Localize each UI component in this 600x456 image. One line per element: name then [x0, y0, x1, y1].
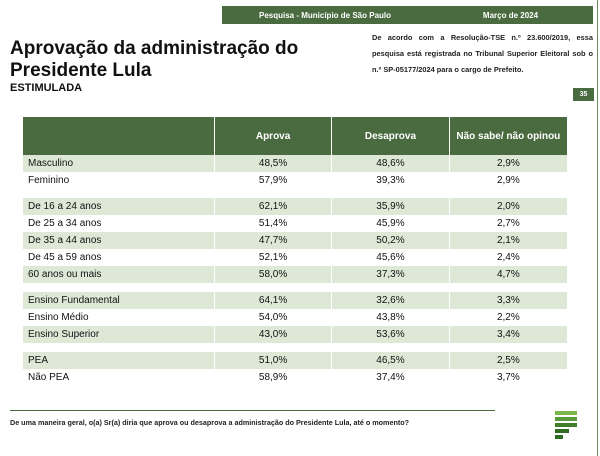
- value-cell: 4,7%: [496, 269, 520, 280]
- value-cell: 2,5%: [496, 355, 520, 366]
- page-title: Aprovação da administração do Presidente Lula: [10, 38, 299, 81]
- row-label-cell: De 25 a 34 anos: [23, 215, 214, 232]
- value-cell: 50,2%: [332, 232, 449, 249]
- group-spacer-cell: [23, 343, 567, 352]
- value-cell: 2,2%: [496, 312, 520, 323]
- group-spacer-cell: [23, 189, 567, 198]
- table-body: [23, 155, 567, 386]
- value-cell: 2,7%: [496, 218, 520, 229]
- value-cell: 47,7%: [214, 232, 331, 249]
- value-cell: 51,0%: [214, 352, 331, 369]
- value-cell: 2,9%: [496, 175, 520, 186]
- survey-date: Março de 2024: [482, 10, 539, 20]
- row-label-cell: Não PEA: [23, 369, 214, 386]
- value-cell: 43,0%: [214, 326, 331, 343]
- row-label-cell: Ensino Superior: [23, 326, 214, 343]
- legal-registration-text: De acordo com a Resolução-TSE n.º 23.600/2019, essa pesquisa está registrada no Tribunal Superior Eleitoral sob o n.º SP-05177/2024 para o cargo de Prefeito.: [372, 33, 593, 74]
- page-subtitle: ESTIMULADA: [10, 82, 83, 94]
- value-cell: 46,5%: [332, 352, 449, 369]
- value-cell: 53,6%: [332, 326, 449, 343]
- group-spacer: [23, 343, 567, 352]
- value-cell: 39,3%: [332, 172, 449, 189]
- value-cell: 45,9%: [332, 215, 449, 232]
- survey-question: De uma maneira geral, o(a) Sr(a) diria que aprova ou desaprova a administração do Presidente Lula, até o momento?: [10, 418, 410, 427]
- column-header-segment: [23, 117, 214, 155]
- value-cell: 62,1%: [214, 198, 331, 215]
- value-cell: 2,0%: [496, 201, 520, 212]
- table-row: [23, 172, 567, 189]
- table-row: [23, 155, 567, 172]
- table-row: [23, 352, 567, 369]
- value-cell: 57,9%: [214, 172, 331, 189]
- value-cell: 3,4%: [496, 329, 520, 340]
- value-cell: 37,4%: [332, 369, 449, 386]
- page-number-badge: 35: [573, 88, 594, 101]
- results-table: [23, 117, 567, 386]
- table-row: [23, 326, 567, 343]
- column-header-no-opinion: Não sabe/ não opinou: [449, 117, 567, 155]
- value-cell: 2,1%: [496, 235, 520, 246]
- group-spacer: [23, 189, 567, 198]
- value-cell: 51,4%: [214, 215, 331, 232]
- value-cell: 52,1%: [214, 249, 331, 266]
- value-cell: 48,6%: [332, 155, 449, 172]
- group-spacer-cell: [23, 283, 567, 292]
- row-label-cell: De 35 a 44 anos: [23, 232, 214, 249]
- value-cell: 54,0%: [214, 309, 331, 326]
- value-cell: 48,5%: [214, 155, 331, 172]
- results-table-container: [23, 117, 567, 386]
- row-label-cell: PEA: [23, 352, 214, 369]
- value-cell: 2,4%: [496, 252, 520, 263]
- row-label-cell: De 16 a 24 anos: [23, 198, 214, 215]
- row-label-cell: Ensino Fundamental: [23, 292, 214, 309]
- value-cell: 64,1%: [214, 292, 331, 309]
- header-bar: [222, 6, 593, 24]
- value-cell: 3,7%: [496, 372, 520, 383]
- table-row: [23, 198, 567, 215]
- value-cell: 2,9%: [496, 158, 520, 169]
- table-header-row: [23, 117, 567, 155]
- survey-label: Pesquisa - Município de São Paulo: [258, 10, 392, 20]
- row-label-cell: Feminino: [23, 172, 214, 189]
- table-row: [23, 266, 567, 283]
- group-spacer: [23, 283, 567, 292]
- table-row: [23, 292, 567, 309]
- value-cell: 35,9%: [332, 198, 449, 215]
- table-row: [23, 215, 567, 232]
- value-cell: 3,3%: [496, 295, 520, 306]
- value-cell: 37,3%: [332, 266, 449, 283]
- row-label-cell: De 45 a 59 anos: [23, 249, 214, 266]
- value-cell: 45,6%: [332, 249, 449, 266]
- right-border-line: [597, 0, 598, 456]
- table-row: [23, 249, 567, 266]
- column-header-disapprove: Desaprova: [332, 117, 449, 155]
- value-cell: 58,0%: [214, 266, 331, 283]
- row-label-cell: 60 anos ou mais: [23, 266, 214, 283]
- footer-divider: [10, 410, 495, 411]
- value-cell: 32,6%: [332, 292, 449, 309]
- row-label-cell: Masculino: [23, 155, 214, 172]
- row-label-cell: Ensino Médio: [23, 309, 214, 326]
- value-cell: 43,8%: [332, 309, 449, 326]
- stacked-bars-logo-icon: [555, 411, 577, 443]
- table-row: [23, 369, 567, 386]
- column-header-approve: Aprova: [214, 117, 331, 155]
- table-row: [23, 309, 567, 326]
- value-cell: 58,9%: [214, 369, 331, 386]
- table-row: [23, 232, 567, 249]
